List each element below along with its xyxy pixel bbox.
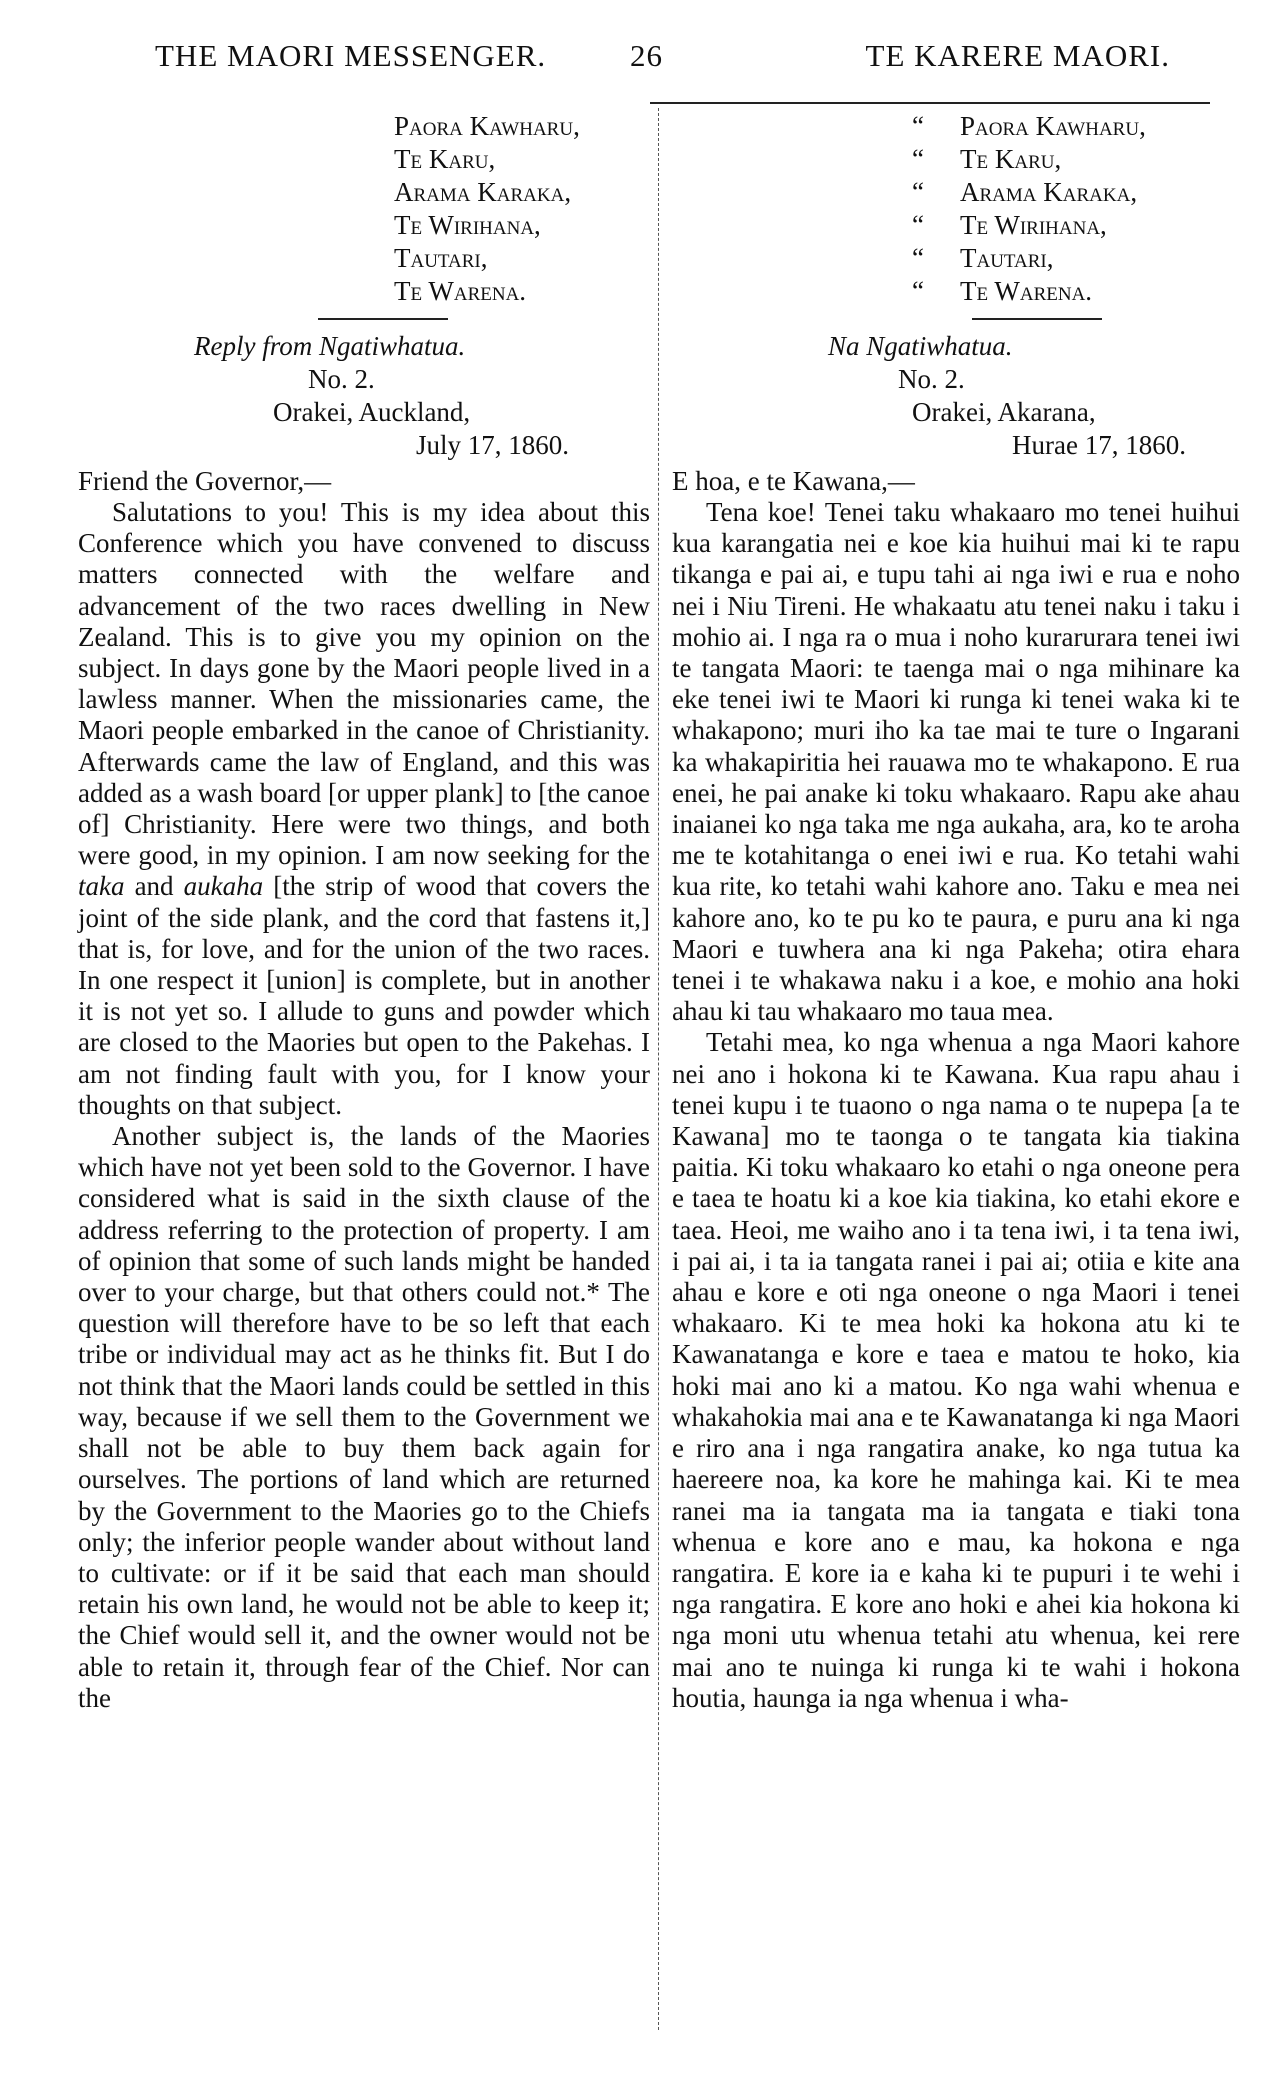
maori-column [672, 110, 1240, 1714]
signatory: “ Te Wirihana, [912, 210, 1107, 240]
quote-mark: “ [912, 111, 924, 141]
letter-paragraph [78, 497, 650, 1121]
signatory: Te Karu, [394, 144, 496, 174]
page-header [100, 38, 1190, 88]
letter-title: Na Ngatiwhatua. [828, 331, 1013, 361]
letter-date: July 17, 1860. [416, 430, 570, 460]
quote-mark: “ [912, 177, 924, 207]
signatory: Paora Kawharu, [394, 111, 580, 141]
page-number: 26 [630, 38, 663, 73]
paragraph-text: Salutations to you! This is my idea about this Conference which you have convened to discuss matters connected with the welfare and advancement of the two races dwelling in New Zealand. This is to give you my opinion on the subject. In days gone by the Maori people lived in a lawless manner. When the missionaries came, the Maori people embarked in the canoe of Christianity. Afterwards came the law of England, and this was added as a wash board [or upper plank] to [the canoe of] Christianity. Here were two things, and both were good, in my opinion. I am now seeking for the [78, 497, 650, 871]
english-signatories [78, 110, 650, 308]
letter-paragraph: Another subject is, the lands of the Maories which have not yet been sold to the Governor. I have considered what is said in the sixth clause of the address referring to the protection of property. I am of opinion that some of such lands might be handed over to your charge, but that others could not.* The question will therefore have to be so left that each tribe or individual may act as he thinks fit. But I do not think that the Maori lands could be settled in this way, because if we sell them to the Government we shall not be able to buy them back again for ourselves. The portions of land which are returned by the Government to the Maories go to the Chiefs only; the inferior people wander about without land to cultivate: or if it be said that each man should retain his own land, he would not be able to keep it; the Chief would sell it, and the owner would not be able to retain it, through fear of the Chief. Nor can the [78, 1121, 650, 1713]
top-rule [650, 102, 1210, 104]
signatory: Te Wirihana, [394, 210, 541, 240]
signatory: “ Te Warena. [912, 276, 1093, 306]
letter-paragraph: Tena koe! Tenei taku whakaaro mo tenei huihui kua karangatia nei e koe kia huihui mai ki te rapu tikanga e pai ai, e tupu tahi ai nga iwi e rua e noho nei i Niu Tireni. He whakaatu atu tenei naku i taku i mohio ai. I nga ra o mua i noho kurarurara tenei iwi te tangata Maori: te taenga mai o nga mihinare ka eke tenei iwi te Maori ki runga ki tenei waka ki te whakapono; muri iho ka tae mai te ture o Ingarani ka whakapiritia hei rauawa mo te whakapono. E rua enei, he pai anake ki toku whakaaro. Rapu ake ahau inaianei ko nga taka me nga aukaha, ara, ko te aroha me te kotahitanga o enei iwi e rua. Ko tetahi wahi kua rite, ko tetahi wahi kahore ano. Taku e mea nei kahore ano, ko te pu ko te paura, e puru ana ki nga Maori e tuwhera ana ki nga Pakeha; otira ehara tenei i te whakawa naku i a koe, e mohio ana hoki ahau ki tau whakaaro mo taua mea. [672, 497, 1240, 1027]
quote-mark: “ [912, 276, 924, 306]
term-aukaha: aukaha [183, 871, 264, 902]
paragraph-text: [the strip of wood that covers the joint of the side plank, and the cord that fastens it,] that is, for love, and for the union of the two races. In one respect it [union] is complete, but in another it is not yet so. I allude to guns and powder which are closed to the Maories but open to the Pakehas. I am not finding fault with you, for I know your thoughts on that subject. [78, 871, 651, 1120]
letter-place: Orakei, Auckland, [273, 397, 471, 427]
signatory: “ Te Karu, [912, 144, 1062, 174]
letter-greeting: Friend the Governor,— [78, 466, 332, 496]
letter-place: Orakei, Akarana, [912, 397, 1096, 427]
maori-signatories [672, 110, 1240, 308]
column-divider [658, 108, 659, 2030]
english-column [78, 110, 650, 1714]
header-title-english: THE MAORI MESSENGER. [155, 38, 547, 73]
section-rule [318, 318, 448, 320]
letter-number: No. 2. [898, 364, 965, 394]
signatory: Arama Karaka, [394, 177, 572, 207]
term-taka: taka [78, 871, 125, 902]
quote-mark: “ [912, 210, 924, 240]
section-rule [972, 318, 1102, 320]
header-title-maori: TE KARERE MAORI. [865, 38, 1170, 73]
letter-title: Reply from Ngatiwhatua. [194, 331, 466, 361]
letter-number: No. 2. [308, 364, 375, 394]
signatory: “ Arama Karaka, [912, 177, 1138, 207]
signatory: Tautari, [394, 243, 488, 273]
signatory: “ Tautari, [912, 243, 1054, 273]
paragraph-text: and [134, 871, 174, 902]
letter-greeting: E hoa, e te Kawana,— [672, 466, 915, 496]
quote-mark: “ [912, 243, 924, 273]
letter-date: Hurae 17, 1860. [1012, 430, 1186, 460]
quote-mark: “ [912, 144, 924, 174]
letter-paragraph: Tetahi mea, ko nga whenua a nga Maori kahore nei ano i hokona ki te Kawana. Kua rapu ahau i tenei kupu i te tuaono o nga nama o te nupepa [a te Kawana] mo te taonga o te tangata kia tiakina paitia. Ki toku whakaaro ko etahi o nga oneone pera e taea te hoatu ki a koe kia tiakina, ko etahi ekore e taea. Heoi, me waiho ano i ta tena iwi, i ta tena iwi, i pai ai, i ta ia tangata ranei i pai ai; otiia e kite ana ahau e kore e oti nga oneone o nga Maori i tenei whakaaro. Ki te mea hoki ka hokona atu ki te Kawanatanga e kore e taea e matou te hoko, kia hoki mai ano ki a matou. Ko nga wahi whenua e whakahokia mai ana e te Kawanatanga ki nga Maori e riro ana i nga rangatira anake, ko nga tutua ka haereere noa, ka kore he mahinga kai. Ki te mea ranei ma ia tangata ma ia tangata e tiaki tona whenua e kore ano e mau, ka hokona e nga rangatira. E kore ia e kaha ki te pupuri i te wehi i nga rangatira. E kore ano hoki e ahei kia hokona ki nga moni utu whenua tetahi atu whenua, kei rere mai ano te nuinga ki runga ki te wahi i hokona houtia, haunga ia nga whenua i wha- [672, 1027, 1240, 1713]
signatory: “ Paora Kawharu, [912, 111, 1146, 141]
signatory: Te Warena. [394, 276, 527, 306]
